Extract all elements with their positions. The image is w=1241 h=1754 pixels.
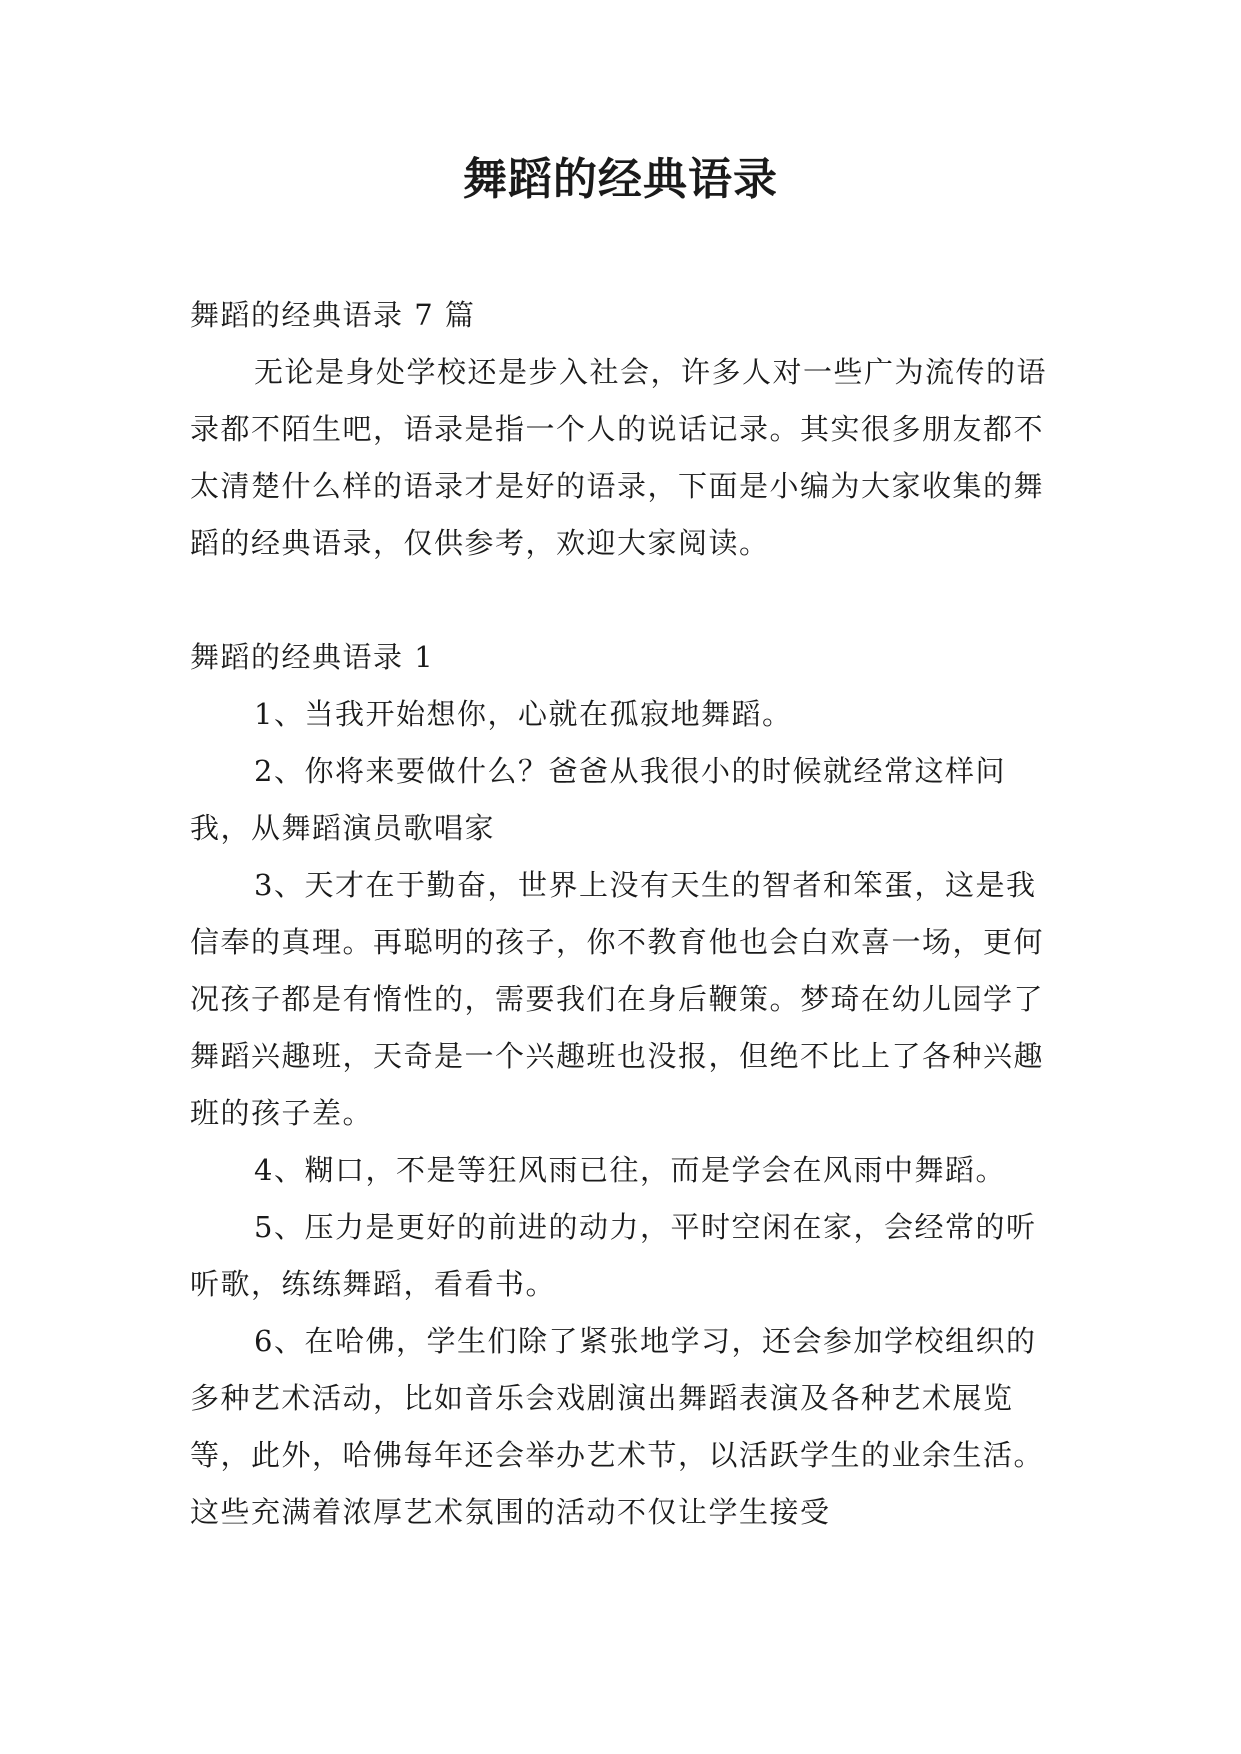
section-heading: 舞蹈的经典语录 1: [190, 640, 435, 674]
quote-item: 4、糊口，不是等狂风雨已往，而是学会在风雨中舞蹈。: [254, 1153, 1006, 1187]
quote-item: 5、压力是更好的前进的动力，平时空闲在家，会经常的听听歌，练练舞蹈，看看书。: [190, 1210, 1037, 1301]
quote-item: 6、在哈佛，学生们除了紧张地学习，还会参加学校组织的多种艺术活动，比如音乐会戏剧演出舞蹈表演及各种艺术展览等，此外，哈佛每年还会举办艺术节，以活跃学生的业余生活。这些充满着浓厚艺术氛围的活动不仅让学生接受: [190, 1324, 1045, 1529]
paragraph-spacer: [190, 572, 1050, 629]
document-title: 舞蹈的经典语录: [463, 154, 778, 205]
intro-paragraph: 无论是身处学校还是步入社会，许多人对一些广为流传的语录都不陌生吧，语录是指一个人的说话记录。其实很多朋友都不太清楚什么样的语录才是好的语录，下面是小编为大家收集的舞蹈的经典语录，仅供参考，欢迎大家阅读。: [190, 355, 1048, 560]
document-subtitle: 舞蹈的经典语录 7 篇: [190, 298, 476, 332]
quote-item: 2、你将来要做什么？爸爸从我很小的时候就经常这样问我，从舞蹈演员歌唱家: [190, 754, 1006, 845]
document-body: [190, 287, 1050, 1541]
quote-item: 3、天才在于勤奋，世界上没有天生的智者和笨蛋，这是我信奉的真理。再聪明的孩子，你不教育他也会白欢喜一场，更何况孩子都是有惰性的，需要我们在身后鞭策。梦琦在幼儿园学了舞蹈兴趣班，天奇是一个兴趣班也没报，但绝不比上了各种兴趣班的孩子差。: [190, 868, 1045, 1130]
quote-item: 1、当我开始想你，心就在孤寂地舞蹈。: [254, 697, 793, 731]
